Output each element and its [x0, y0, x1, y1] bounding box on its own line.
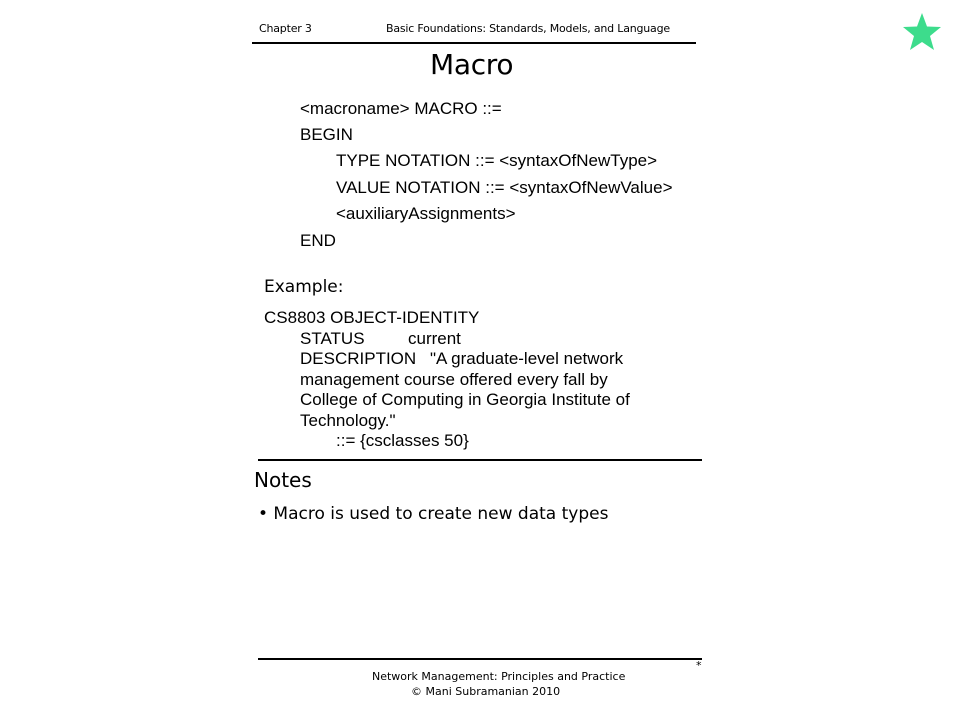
notes-title: Notes	[254, 468, 312, 492]
notes-rule	[258, 459, 702, 461]
macro-line-1: <macroname> MACRO ::=	[300, 99, 502, 118]
footer-line-2: © Mani Subramanian 2010	[411, 685, 561, 698]
example-description-value: "A graduate-level network	[430, 349, 624, 368]
course-title: Basic Foundations: Standards, Models, and Language	[386, 22, 670, 35]
chapter-label: Chapter 3	[259, 22, 312, 35]
slide-title: Macro	[430, 48, 514, 81]
macro-line-4: VALUE NOTATION ::= <syntaxOfNewValue>	[336, 178, 673, 197]
footer-line-1: Network Management: Principles and Practice	[372, 670, 626, 683]
header-rule	[252, 42, 696, 44]
example-status-key: STATUS	[300, 329, 365, 348]
example-desc-line-4: Technology."	[300, 411, 396, 430]
example-label: Example:	[264, 277, 344, 297]
example-line-object-identity: CS8803 OBJECT-IDENTITY	[264, 308, 480, 327]
notes-bullet: • Macro is used to create new data types	[258, 504, 609, 524]
star-icon[interactable]	[902, 12, 942, 52]
footer-rule	[258, 658, 702, 660]
example-assign-line: ::= {csclasses 50}	[336, 431, 469, 450]
example-description-key: DESCRIPTION	[300, 349, 417, 368]
example-desc-line-2: management course offered every fall by	[300, 370, 608, 389]
page-marker: *	[696, 659, 702, 672]
macro-line-3: TYPE NOTATION ::= <syntaxOfNewType>	[336, 151, 658, 170]
macro-line-2: BEGIN	[300, 125, 353, 144]
example-desc-line-3: College of Computing in Georgia Institute of	[300, 390, 630, 409]
macro-line-5: <auxiliaryAssignments>	[336, 204, 516, 223]
example-status-value: current	[408, 329, 461, 348]
macro-line-6: END	[300, 231, 336, 250]
